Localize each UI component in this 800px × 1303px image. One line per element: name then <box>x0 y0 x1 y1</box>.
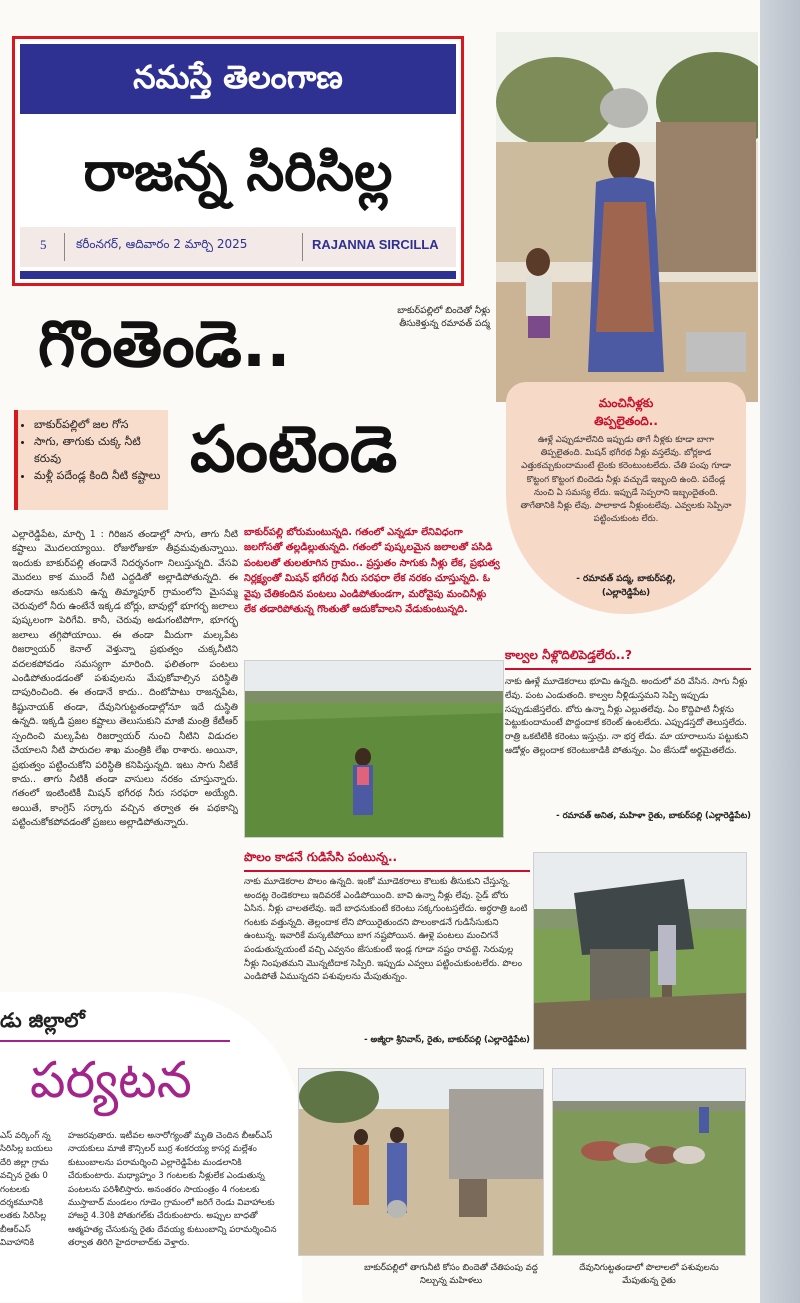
quote-box-hut-in-field <box>244 850 530 1046</box>
edition-title: రాజన్న సిరిసిల్ల <box>83 140 393 203</box>
divider <box>64 233 65 261</box>
bullet-item: • సాగు, తాగుకు చుక్క నీటి కరువు <box>34 433 168 467</box>
edition-english: RAJANNA SIRCILLA <box>312 237 439 252</box>
masthead-date-bar <box>20 227 456 267</box>
photo-women-at-pump <box>298 1068 544 1256</box>
bullet-item: • బాకుర్‌పల్లిలో జల గోస <box>34 416 168 433</box>
quote-box-canal-water <box>505 648 751 832</box>
bottom-mid-text: హజరవుతారు. ఇటీవల అనారోగ్యంతో మృతి చెందిన బీఆర్ఎస్ నాయకులు మాజీ కౌన్సిలర్ బుర్ర శంకరయ్య కాసర్ల మల్లేశం కుటుంబాలను పరామర్శించి ఎల్లారెడ్డిపేట మండలానికి చేరుకుంటారు. మధ్యాహ్నం 3 గంటలకు నీళ్లులేక ఎండుతున్న పంటలను పరిశీలిస్తారు. అనంతరం సాయంత్రం 4 గంటలకు ముస్తాబాద్ మండలం గూడెం గ్రామంలో జరిగే రెండు వివాహాలకు హాజరై 4.30కి పోతుగల్‌కు చేరుకుంటారు. అప్పుల బాధతో ఆత్మహత్య చేసుకున్న రైతు దేవయ్య కుటుంబాన్ని పరామర్శించిన తర్వాత తిరిగి హైదరాబాద్‌కు వెళ్తారు. <box>68 1131 277 1249</box>
masthead-bottom-stripe <box>20 271 456 279</box>
bullet-item: • మళ్లీ పదేండ్ల కింది నీటి కష్టాలు <box>34 467 168 484</box>
divider <box>302 233 303 261</box>
red-intro: బాకుర్‌పల్లి బోరుమంటున్నది. గతంలో ఎన్నడూ లేనివిధంగా జలగోసతో తల్లడిల్లుతున్నది. గతంలో పుష్కలమైన జలాలతో పసిడి పంటలతో తులతూగిన గ్రామం.. ప్రస్తుతం సాగుకు నీళ్లు లేక, ప్రభుత్వ నిర్లక్ష్యంతో మిషన్ భగీరథ నీరు సరఫరా లేక నరకం చూస్తున్నది. ఓ వైపు చేతికందిన పంటలు ఎండిపోతుండగా, మరోవైపు మంచినీళ్లు లేక తడారిపోతున్న గొంతుతో ఆదుకోవాలని వేడుకుంటున్నది. <box>244 527 500 616</box>
page-number: 5 <box>40 237 47 252</box>
quote-title-underline <box>505 668 751 670</box>
quote-attribution: - రమావత్ పద్మ, బాకుర్‌పల్లి, <box>576 574 676 584</box>
headline-line2: పంటెండె <box>190 413 398 487</box>
quote-attribution: (ఎల్లారెడ్డిపేట) <box>601 588 651 598</box>
photo-woman-with-pot <box>496 32 758 402</box>
dateline: కరీంనగర్, ఆదివారం 2 మార్చి 2025 <box>76 237 248 251</box>
bullets-box <box>14 410 168 510</box>
headline-line1: గొంతెండె.. <box>38 308 291 382</box>
quote-title: తిప్పలైతంది.. <box>594 414 658 428</box>
quote-box-drinking-water <box>506 382 746 614</box>
bullet-list <box>18 416 168 484</box>
masthead-blue-band <box>20 44 456 114</box>
right-edge-shadow <box>760 0 800 1303</box>
caption-bottom2: దేవునిగుట్టతండాలో పొలాలలో పశువులను మేపుతున్న రైతు <box>579 1263 719 1286</box>
paper-name: నమస్తే తెలంగాణ <box>133 58 343 96</box>
quote-body: ఊళ్లే ఎప్పుడూలేనిది ఇప్పుడు తాగే నీళ్లకు కూడా బాగా తిప్పలైతంది. మిషన్ భగీరథ నీళ్లు వస్తలేవు. బోర్లకాడ ఎత్తుకచ్చుకుందామంటే టైంకు కరెంటుంటలేదు. చేతి పంపు గూడా కొట్టంగ కొట్టంగ బిందెడు నీళ్లు వచ్చుడే ఇబ్బంది ఉంది. పదేండ్ల నుంచి ఏ సమస్య లేదు. ఇప్పుడే సెప్పరాని ఇబ్బందైతంది. తాగేతానికి నీళ్లు లేవు. పాలాకాడ నీళ్లుంటలేవు. ఎవ్వలకు సెప్పినా పట్టించుకుంట లేరు. <box>520 435 732 525</box>
photo-cattle-grazing <box>552 1068 746 1256</box>
quote-title: మంచినీళ్లకు <box>598 396 654 410</box>
main-story: ఎల్లారెడ్డిపేట, మార్చి 1 : గిరిజన తండాల్లో సాగు, తాగు నీటి కష్టాలు మొదలయ్యాయి. రోజురోజుకూ తీవ్రమవుతున్నాయి. ఇందుకు బాకుర్‌పల్లి తండానే నిదర్శనంగా నిలుస్తున్నది. వేసవి మొదలు కాక ముందే నీటి ఎద్దడితో అల్లాడిపోతున్నది. ఈ తండాను ఆనుకుని ఉన్న తిమ్మాపూర్ గ్రామంలోని మైసమ్మ చెరువులో నీరు ఉంటేనే ఇక్కడ బోర్లు, బావుల్లో భూగర్భ జలాలు పుష్కలంగా పెరిగేవి. కానీ, చెరువు అడుగంటిపోగా, భూగర్భ జలాలు తగ్గిపోయాయి. ఈ తండా మీదుగా మల్కపేట రిజర్వాయర్ కెనాల్ వెళ్తున్నా ప్రభుత్వం చుక్కనీటిని వదలకపోవడం సమస్యగా మారింది. ఫలితంగా పంటలు ఎండిపోతుండడంతో పశువులను మేపుకోవాల్సిన పరిస్థితి దాపురించింది. ఈ తండానే కాదు.. దింటోపాటు రాజన్నపేట, కిష్టునాయక్ తండా, దేవునిగుట్టతండాల్లోనూ ఇదే దుస్థితి ఉన్నది. ఇక్కడి ప్రజల కష్టాలు తెలుసుకుని మాజీ మంత్రి కేటీఆర్ స్పందించి మల్కపేట రిజర్వాయర్ నుంచి నీటిని విడుదల చేయాలని నీటి పారుదల శాఖ మంత్రికి లేఖ రాశారు. అయినా, ప్రభుత్వం పట్టించుకోని పరిస్థితి కనిపిస్తున్నది. ఇటు సాగు నీటికే కాదు.. తాగు నీటికీ తండా వాసులు నరకం చూస్తున్నారు. గతంలో ఇంటింటికీ మిషన్ భగీరథ నీరు సరఫరా అయ్యేది. అయితే, కాంగ్రెస్ సర్కారు వచ్చిన తర్వాత ఈ పథకాన్ని పట్టించుకోకపోవడంతో ప్రజలు అల్లాడిపోతున్నారు. <box>12 529 238 829</box>
caption-bottom1: బాకుర్‌పల్లిలో తాగునీటి కోసం బిందెతో చేతిపంపు వద్ద నిల్చున్న మహిళలు <box>364 1263 538 1286</box>
photo-farmer-hut <box>533 852 747 1050</box>
quote-title-underline <box>244 870 530 872</box>
bottom-left-text: ఎస్ వర్కింగ్ న్న సిరిసిల్ల బయలు దేరి జిల్లా గ్రామ వచ్చిన రైతు 0 గంటలకు దర్శకమూనికి లతకు సిరిసిల్ల బీఆర్ఎస్ వివాహానికి <box>0 1131 53 1249</box>
quote-body: నాకు మూడెకరాల పొలం ఉన్నది. ఇంకో మూడెకరాలు కౌలుకు తీసుకుని చేస్తున్న. అందట్ల రెండెకరాలు ఇదివరకే ఎండిపోయింది. బావి ఉన్నా నీళ్లు లేవు. సైడ్ బోరు ఏసిన. నీళ్లు చాలతలేవు. ఇదే బాధనుకుంటే కరెంటు సక్కగుంటస్తలేదు. అర్ధరాత్రి ఒంటి గంటకు వత్తున్నది. తెల్లందాక లేని పోయిరైతుందని పొలంకాడనే గుడిసేసుకుని ఉంటున్న. ఇవారికే మస్కటిపోయి బాగ నష్టపోయిన. ఊళ్లె పంటలు మంచిగనే పండుతున్నయంటే వచ్చి ఎవ్వనం జేసుకుంటే ఇండ్ల గూడా నష్టం రావట్టె. సెరువుల్ల నీళ్లు నింపుతమని మొన్నటిదాక సెప్పిరి. ఇప్పుడు ఎవ్వలు పట్టించుకుంటలేరు. పొలం ఎండిపోతే ఏమున్నదని పశువులను మేపుతున్నం. <box>244 877 528 983</box>
quote-attribution: - రమావత్ అనిత, మహిళా రైతు, బాకుర్‌పల్లి (ఎల్లారెడ్డిపేట) <box>556 810 751 820</box>
quote-attribution: - అజ్మీరా శ్రీనివాస్, రైతు, బాకుర్‌పల్లి (ఎల్లారెడ్డిపేట) <box>364 1034 530 1044</box>
top-photo-caption: బాకుర్‌పల్లిలో బిందెతో నీళ్లు తీసుకెళ్తున్న రమావత్ పద్మ <box>397 306 490 329</box>
quote-title: పొలం కాడనే గుడిసేసి పంటున్న.. <box>244 850 398 864</box>
quote-title: కాల్వల నీళ్లొదిలిపెడ్తలేరు..? <box>505 648 632 662</box>
photo-woman-in-field <box>244 660 504 838</box>
banner-line2: పర్యటన <box>30 1051 192 1109</box>
banner-line1: డు జిల్లాలో <box>0 1008 85 1032</box>
masthead <box>12 36 464 286</box>
quote-body: నాకు ఊళ్లే మూడెకరాలు భూమి ఉన్నది. అందులో వరి వేసిన. సాగు నీళ్లు లేవు. పంట ఎండుతంది. కాల్వల నీళ్లిడుస్తమని సెప్పి ఇప్పుడు సప్పుడుజేస్తలేరు. బోరు ఉన్నా నీళ్లు ఎల్లుతలేవు. ఏం కొద్దిపాటి నీళ్లను పెట్టుకుందామంటే పొద్దందాక కరెంట్ ఉంటలేదు. ఎప్పుడస్తదో తెలుస్తలేదు. రాత్రి ఒకటిటికి కరెంటు ఇస్తున్రు. నా భర్త లేడు. మా యారాలును పట్టుకుని ఆడోళ్లం తెల్లందాక కరెంటుకాడికి పోతున్నం. ఏం జేసుడో అర్థమైతలేదు. <box>505 677 749 756</box>
